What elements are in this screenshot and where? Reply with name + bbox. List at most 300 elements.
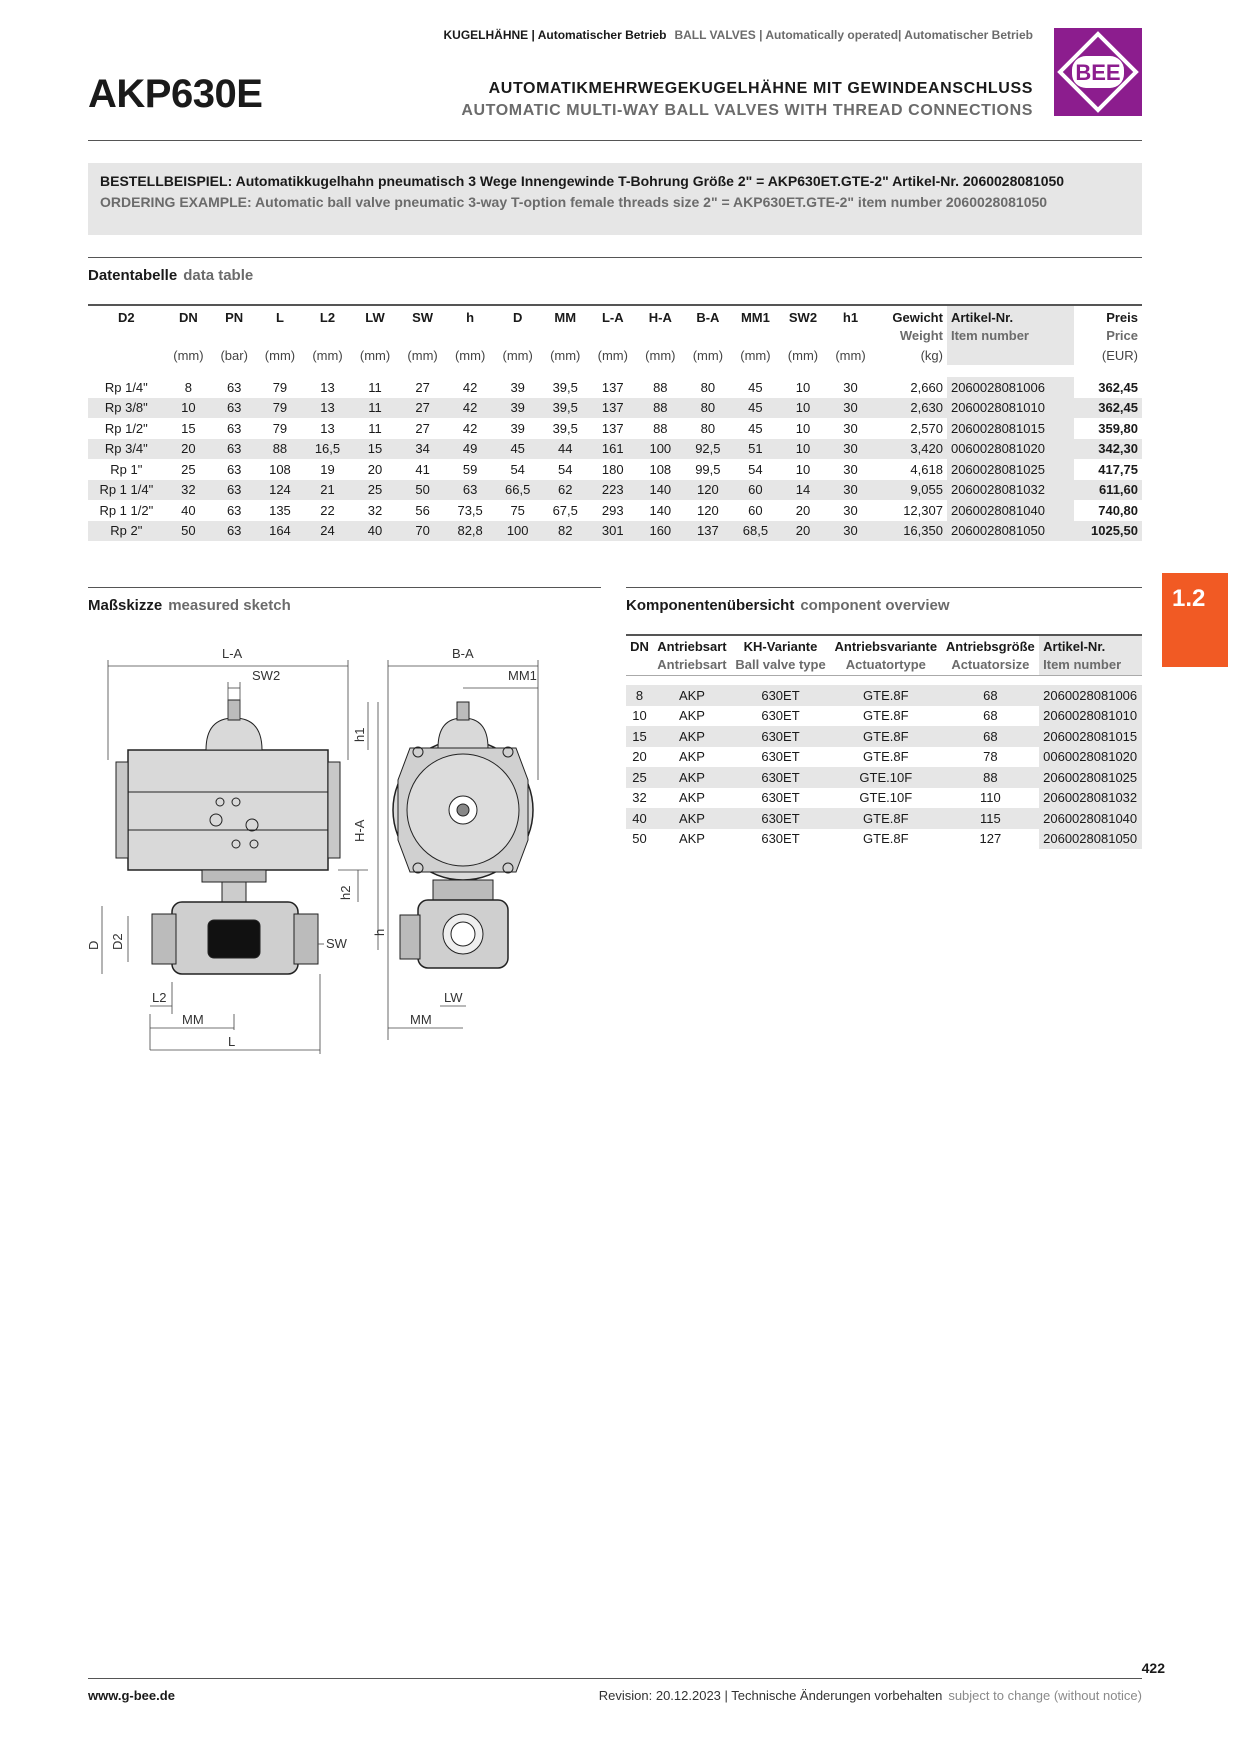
table-cell: 63: [226, 379, 242, 395]
comp-header-en-3: Actuatortype: [830, 655, 941, 675]
table-cell: 73,5: [457, 502, 483, 518]
table-row: [88, 521, 1142, 542]
component-table: [626, 634, 1142, 849]
table-cell: 32: [367, 502, 383, 518]
component-cell: AKP: [653, 767, 731, 788]
table-cell: 30: [827, 480, 875, 501]
component-cell: AKP: [678, 790, 705, 806]
table-cell: 39: [510, 420, 525, 436]
section-divider-data: [88, 257, 1142, 258]
table-cell: 45: [748, 379, 763, 395]
table-cell: 2,660: [910, 379, 943, 395]
table-cell: 79: [272, 420, 288, 436]
col-header-0: D2: [118, 309, 135, 325]
col-unit-14: (mm): [787, 347, 819, 363]
component-cell: GTE.8F: [830, 808, 941, 829]
sketch-heading: Maßskizze measured sketch: [88, 597, 291, 614]
website-link[interactable]: www.g-bee.de: [88, 1688, 175, 1703]
table-cell: 80: [684, 398, 732, 419]
table-cell: 10: [165, 398, 213, 419]
dim-l-label: L: [228, 1034, 236, 1049]
table-cell: 63: [226, 420, 242, 436]
dim-ha-label: H-A: [352, 819, 367, 842]
col-unit-4: (mm): [312, 347, 343, 363]
col-header-blank: [165, 325, 213, 345]
table-cell: 42: [462, 420, 478, 436]
table-cell: Rp 2": [88, 521, 165, 542]
table-cell: 34: [399, 439, 447, 460]
table-cell: 3,420: [874, 439, 947, 460]
table-cell: 44: [541, 439, 589, 460]
table-cell: 180: [601, 461, 624, 477]
table-cell: 39,5: [552, 379, 578, 395]
dim-d-label: D: [86, 940, 101, 950]
table-cell: 417,75: [1098, 461, 1138, 477]
col-header-12: B-A: [696, 309, 720, 325]
subtitle-en: AUTOMATIC MULTI-WAY BALL VALVES WITH THREAD CONNECTIONS: [461, 102, 1033, 119]
col-header-blank: [637, 325, 685, 345]
component-row: [626, 767, 1142, 788]
component-cell: GTE.8F: [830, 726, 941, 747]
table-cell: 223: [589, 480, 637, 501]
comp-header-1: Antriebsart: [657, 639, 727, 654]
component-cell: GTE.10F: [859, 790, 913, 806]
dim-h2-label: h2: [338, 885, 353, 900]
table-cell: 120: [697, 502, 719, 518]
table-cell: 2060028081010: [947, 398, 1074, 419]
table-cell: 15: [181, 420, 196, 436]
table-cell: 62: [541, 480, 589, 501]
component-cell: 630ET: [761, 831, 800, 847]
component-cell: 2060028081025: [1039, 767, 1142, 788]
component-cell: 630ET: [731, 808, 830, 829]
col-header-10: L-A: [601, 309, 624, 325]
table-cell: 20: [367, 461, 383, 477]
table-cell: 20: [165, 439, 213, 460]
component-cell: 2060028081050: [1039, 829, 1142, 850]
table-cell: 63: [226, 461, 242, 477]
table-cell: 27: [415, 379, 430, 395]
col-header-article-en: Item number: [947, 325, 1074, 345]
table-cell: Rp 1": [110, 461, 143, 477]
table-cell: 140: [637, 480, 685, 501]
chapter-tab: 1.2: [1162, 573, 1228, 667]
component-cell: 630ET: [761, 749, 800, 765]
component-cell: 50: [632, 831, 647, 847]
table-cell: 10: [795, 420, 811, 436]
table-cell: 10: [779, 398, 827, 419]
col-unit-8: (mm): [502, 347, 533, 363]
component-cell: 110: [979, 790, 1001, 806]
table-cell: 30: [843, 461, 858, 477]
dim-d2-label: D2: [110, 933, 125, 950]
table-cell: 92,5: [684, 439, 732, 460]
col-header-blank: [732, 325, 780, 345]
table-cell: 611,60: [1074, 480, 1142, 501]
table-cell: 10: [795, 461, 811, 477]
table-cell: 39,5: [541, 398, 589, 419]
col-unit-12: (mm): [692, 347, 724, 363]
component-cell: 2060028081006: [1039, 685, 1142, 706]
component-cell: 2060028081015: [1039, 726, 1142, 747]
table-cell: 0060028081020: [947, 439, 1074, 460]
table-cell: 30: [827, 439, 875, 460]
comp-header-en-1: Antriebsart: [653, 655, 731, 675]
dim-mm1-label: MM1: [508, 668, 537, 683]
table-cell: 79: [272, 379, 288, 395]
table-cell: 60: [748, 502, 763, 518]
col-header-blank: [256, 325, 304, 345]
table-cell: 42: [446, 398, 494, 419]
table-cell: 342,30: [1074, 439, 1142, 460]
table-cell: 359,80: [1098, 420, 1138, 436]
col-header-13: MM1: [740, 309, 770, 325]
table-cell: 137: [589, 398, 637, 419]
table-cell: 2060028081015: [947, 418, 1074, 439]
table-cell: 63: [212, 439, 256, 460]
col-header-17: Artikel-Nr.: [947, 305, 1074, 325]
col-unit-1: (mm): [173, 347, 204, 363]
component-cell: AKP: [678, 708, 705, 724]
table-cell: 13: [320, 420, 335, 436]
table-cell: 27: [399, 398, 447, 419]
col-header-15: h1: [842, 309, 859, 325]
table-cell: 9,055: [874, 480, 947, 501]
table-cell: 301: [589, 521, 637, 542]
component-cell: 0060028081020: [1039, 747, 1142, 768]
table-cell: 137: [684, 521, 732, 542]
order-example-de: BESTELLBEISPIEL: Automatikkugelhahn pneumatisch 3 Wege Innengewinde T-Bohrung Größe 2" = AKP630ET.GTE-2" Artikel-Nr. 2060028081050: [100, 173, 1065, 189]
col-header-16: Gewicht: [892, 309, 943, 325]
table-cell: 10: [779, 439, 827, 460]
table-cell: Rp 1/4": [104, 379, 148, 395]
table-cell: 14: [779, 480, 827, 501]
table-cell: 16,350: [874, 521, 947, 542]
table-cell: 2060028081025: [947, 459, 1074, 480]
table-cell: 160: [637, 521, 685, 542]
table-cell: 2060028081006: [947, 377, 1074, 398]
component-cell: 630ET: [761, 708, 800, 724]
col-header-weight-en: Weight: [899, 327, 943, 343]
table-cell: 10: [795, 379, 811, 395]
col-unit-5: (mm): [359, 347, 391, 363]
table-cell: 56: [415, 502, 430, 518]
table-cell: 27: [415, 420, 430, 436]
col-header-5: LW: [365, 309, 385, 325]
component-cell: 630ET: [731, 767, 830, 788]
component-row: [626, 829, 1142, 850]
table-cell: 88: [653, 379, 668, 395]
table-cell: 13: [320, 379, 335, 395]
revision-note: Revision: 20.12.2023 | Technische Änderungen vorbehalten subject to change (without notice): [598, 1688, 1142, 1703]
component-row: [626, 808, 1142, 829]
table-cell: 11: [368, 420, 382, 436]
table-cell: 54: [557, 461, 573, 477]
component-cell: 68: [983, 708, 998, 724]
table-cell: 99,5: [695, 461, 721, 477]
table-cell: 63: [226, 502, 242, 518]
table-cell: 20: [795, 502, 811, 518]
product-title: AKP630E: [88, 72, 263, 116]
col-unit-3: (mm): [264, 347, 296, 363]
component-cell: 78: [983, 749, 998, 765]
table-cell: 137: [601, 379, 624, 395]
table-cell: 41: [415, 461, 430, 477]
category-breadcrumb: [443, 28, 1033, 42]
table-cell: Rp 3/8": [88, 398, 165, 419]
table-cell: 1025,50: [1074, 521, 1142, 542]
component-row: [626, 726, 1142, 747]
col-header-blank: [399, 325, 447, 345]
component-cell: 25: [626, 767, 653, 788]
col-unit-7: (mm): [454, 347, 486, 363]
table-cell: 40: [181, 502, 196, 518]
col-header-blank: [779, 325, 827, 345]
dim-ba-label: B-A: [452, 646, 474, 661]
dim-la-label: L-A: [222, 646, 243, 661]
component-cell: 15: [626, 726, 653, 747]
table-cell: 11: [351, 398, 399, 419]
section-divider-components: [626, 587, 1142, 588]
table-cell: 740,80: [1098, 502, 1138, 518]
table-cell: 12,307: [903, 502, 943, 518]
col-header-8: D: [512, 309, 523, 325]
component-cell: 32: [632, 790, 647, 806]
table-cell: 82,8: [446, 521, 494, 542]
table-cell: 108: [269, 461, 291, 477]
table-cell: 39,5: [552, 420, 578, 436]
col-header-blank: [541, 325, 589, 345]
table-cell: 88: [637, 398, 685, 419]
comp-header-5: Artikel-Nr.: [1039, 635, 1142, 655]
table-cell: 293: [601, 502, 624, 518]
table-cell: 362,45: [1074, 398, 1142, 419]
data-table: [88, 304, 1142, 541]
component-cell: AKP: [678, 831, 705, 847]
components-heading: Komponentenübersicht component overview: [626, 597, 950, 614]
col-unit-13: (mm): [740, 347, 771, 363]
table-cell: 45: [494, 439, 542, 460]
table-cell: 124: [256, 480, 304, 501]
col-header-7: h: [466, 309, 475, 325]
table-row: [88, 480, 1142, 501]
col-unit-9: (mm): [550, 347, 581, 363]
component-cell: GTE.8F: [830, 685, 941, 706]
comp-header-2: KH-Variante: [743, 639, 818, 654]
table-cell: 63: [212, 521, 256, 542]
component-cell: 10: [632, 708, 647, 724]
table-cell: 88: [256, 439, 304, 460]
table-cell: 32: [165, 480, 213, 501]
dim-mm-side-label: MM: [410, 1012, 432, 1027]
table-cell: 70: [399, 521, 447, 542]
comp-header-en-4: Actuatorsize: [942, 655, 1040, 675]
table-cell: 50: [399, 480, 447, 501]
table-cell: 59: [462, 461, 478, 477]
col-unit-18: (EUR): [1101, 347, 1138, 363]
col-header-blank: [351, 325, 399, 345]
table-cell: 15: [351, 439, 399, 460]
table-cell: 66,5: [494, 480, 542, 501]
table-cell: 137: [601, 420, 624, 436]
table-cell: 88: [653, 420, 668, 436]
col-header-14: SW2: [788, 309, 818, 325]
col-header-price-en: Price: [1106, 327, 1138, 343]
table-cell: 16,5: [304, 439, 352, 460]
section-divider-sketch: [88, 587, 601, 588]
col-header-1: DN: [179, 309, 198, 325]
table-row: [88, 459, 1142, 480]
table-cell: 2060028081040: [947, 500, 1074, 521]
col-unit-10: (mm): [597, 347, 628, 363]
table-row: [88, 418, 1142, 439]
col-header-blank: [446, 325, 494, 345]
col-unit-17: [947, 345, 1074, 365]
col-header-9: MM: [554, 309, 577, 325]
dim-l2-label: L2: [152, 990, 167, 1005]
col-header-blank: [304, 325, 352, 345]
table-cell: 30: [843, 379, 858, 395]
component-cell: GTE.10F: [830, 767, 941, 788]
component-row: [626, 747, 1142, 768]
table-cell: Rp 3/4": [88, 439, 165, 460]
col-header-2: PN: [225, 309, 244, 325]
table-cell: 164: [256, 521, 304, 542]
component-cell: 127: [979, 831, 1002, 847]
table-cell: 63: [212, 398, 256, 419]
table-cell: 21: [304, 480, 352, 501]
category-en: BALL VALVES | Automatically operated| Automatischer Betrieb: [674, 28, 1033, 42]
logo-text: BEE: [1075, 60, 1121, 85]
table-cell: 161: [589, 439, 637, 460]
table-cell: 25: [351, 480, 399, 501]
table-cell: 30: [843, 420, 858, 436]
component-cell: 68: [942, 726, 1040, 747]
table-row: [88, 377, 1142, 398]
table-cell: 19: [320, 461, 335, 477]
component-cell: GTE.8F: [863, 708, 909, 724]
table-cell: 13: [304, 398, 352, 419]
col-unit-11: (mm): [645, 347, 676, 363]
table-cell: 22: [320, 502, 335, 518]
table-cell: 68,5: [732, 521, 780, 542]
col-unit-2: (bar): [220, 347, 248, 363]
dim-h1-label: h1: [352, 727, 367, 742]
dim-sw2-label: SW2: [252, 668, 281, 683]
table-cell: 39: [510, 379, 525, 395]
component-cell: AKP: [653, 808, 731, 829]
component-cell: 630ET: [761, 790, 800, 806]
table-cell: Rp 1 1/2": [99, 502, 154, 518]
component-row: [626, 685, 1142, 706]
col-header-blank: [589, 325, 637, 345]
table-cell: 39: [494, 398, 542, 419]
subtitle-de: AUTOMATIKMEHRWEGEKUGELHÄHNE MIT GEWINDEANSCHLUSS: [488, 80, 1033, 97]
col-unit-15: (mm): [835, 347, 866, 363]
component-cell: AKP: [653, 726, 731, 747]
dim-sw-label: SW: [326, 936, 347, 951]
table-cell: 100: [494, 521, 542, 542]
component-cell: 88: [942, 767, 1040, 788]
col-unit-0: [88, 345, 165, 365]
component-cell: 68: [942, 685, 1040, 706]
bee-logo: [1054, 28, 1142, 116]
col-header-blank: [212, 325, 256, 345]
table-cell: 2060028081032: [947, 480, 1074, 501]
component-cell: 630ET: [731, 685, 830, 706]
table-cell: 30: [827, 521, 875, 542]
table-cell: 8: [184, 379, 193, 395]
component-cell: 2060028081040: [1039, 808, 1142, 829]
component-cell: 8: [626, 685, 653, 706]
table-row: [88, 398, 1142, 419]
table-cell: 42: [462, 379, 478, 395]
table-cell: 67,5: [552, 502, 578, 518]
col-header-3: L: [275, 309, 284, 325]
table-cell: 140: [649, 502, 672, 518]
col-header-blank: [494, 325, 542, 345]
dim-h-label: h: [372, 928, 387, 936]
component-cell: 2060028081010: [1039, 706, 1142, 727]
col-unit-16: (kg): [920, 347, 943, 363]
component-cell: 115: [942, 808, 1040, 829]
table-cell: 24: [304, 521, 352, 542]
table-cell: 100: [637, 439, 685, 460]
component-cell: 20: [632, 749, 647, 765]
comp-header-0: DN: [630, 639, 649, 654]
table-cell: 49: [446, 439, 494, 460]
component-row: [626, 788, 1142, 809]
table-cell: 362,45: [1098, 379, 1138, 395]
table-cell: 63: [212, 480, 256, 501]
table-cell: Rp 1/2": [104, 420, 148, 436]
component-cell: GTE.8F: [863, 749, 909, 765]
comp-header-3: Antriebsvariante: [834, 639, 938, 654]
table-row: [88, 439, 1142, 460]
order-example-en: ORDERING EXAMPLE: Automatic ball valve pneumatic 3-way T-option female threads size 2" = AKP630ET.GTE-2" item number 2060028081050: [100, 194, 1048, 210]
col-header-6: SW: [412, 309, 434, 325]
footer-divider: [88, 1678, 1142, 1679]
comp-header-4: Antriebsgröße: [945, 639, 1035, 654]
table-cell: 108: [649, 461, 672, 477]
table-cell: 30: [843, 502, 858, 518]
table-cell: 20: [779, 521, 827, 542]
component-cell: 630ET: [731, 726, 830, 747]
table-cell: 40: [351, 521, 399, 542]
table-cell: 50: [165, 521, 213, 542]
table-cell: Rp 1 1/4": [88, 480, 165, 501]
table-cell: 82: [541, 521, 589, 542]
table-cell: 120: [684, 480, 732, 501]
table-cell: 30: [827, 398, 875, 419]
table-cell: 80: [700, 420, 716, 436]
table-cell: 75: [510, 502, 525, 518]
table-cell: 45: [732, 398, 780, 419]
col-header-blank: [88, 325, 165, 345]
table-row: [88, 500, 1142, 521]
component-cell: 40: [626, 808, 653, 829]
col-header-4: L2: [319, 309, 336, 325]
col-header-11: H-A: [648, 309, 672, 325]
table-cell: 54: [748, 461, 763, 477]
dim-lw-label: LW: [444, 990, 463, 1005]
data-table-heading: Datentabelle data table: [88, 267, 254, 284]
table-cell: 25: [181, 461, 196, 477]
component-cell: GTE.8F: [863, 831, 909, 847]
order-example-box: [88, 163, 1142, 235]
component-row: [626, 706, 1142, 727]
table-cell: 135: [269, 502, 291, 518]
